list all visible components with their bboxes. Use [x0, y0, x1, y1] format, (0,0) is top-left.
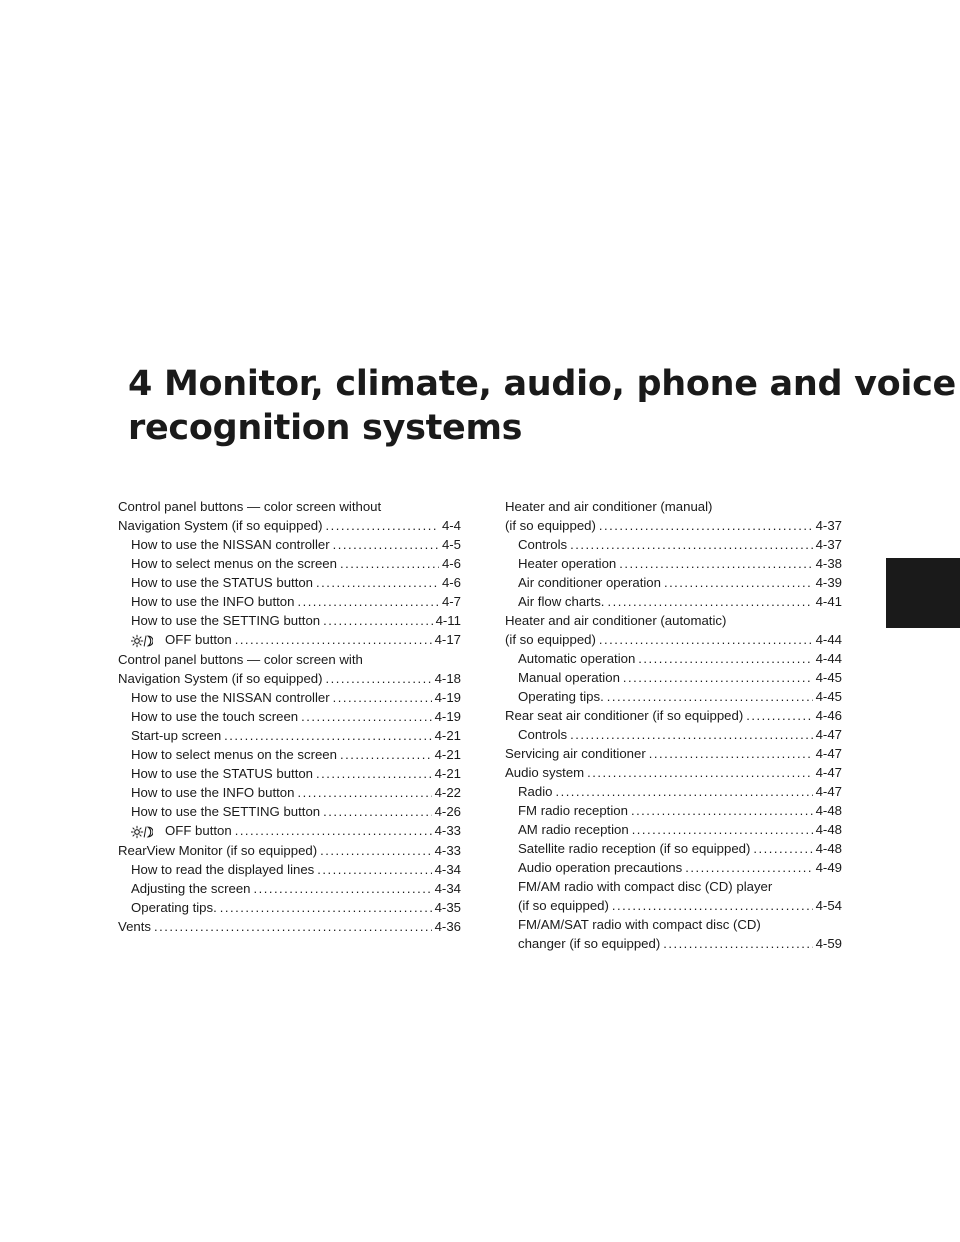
toc-entry-label: [505, 744, 646, 763]
toc-page-number: 4-6: [441, 575, 461, 590]
toc-entry[interactable]: [118, 841, 461, 860]
toc-leader-dots: [333, 688, 432, 707]
toc-entry-row: [505, 763, 842, 782]
toc-entry-label: [505, 706, 743, 725]
toc-entry-row: [505, 706, 842, 725]
toc-page-number: 4-39: [815, 575, 842, 590]
toc-entry-label-text: (if so equipped): [505, 518, 596, 533]
toc-entry-label-text: Audio system: [505, 765, 585, 780]
toc-entry-row: [131, 764, 461, 783]
toc-entry[interactable]: [118, 879, 461, 898]
toc-page-number: 4-34: [434, 881, 461, 896]
toc-entry[interactable]: [118, 650, 461, 688]
toc-entry-label-text: How to use the NISSAN controller: [131, 690, 330, 705]
toc-entry-label-text: How to use the STATUS button: [131, 575, 314, 590]
toc-entry-row: [518, 858, 842, 877]
toc-entry[interactable]: [118, 745, 461, 764]
toc-entry[interactable]: [505, 573, 842, 592]
toc-page-number: 4-4: [441, 518, 461, 533]
toc-entry-row: [118, 516, 461, 535]
chapter-title-line-1: 4 Monitor, climate, audio, phone and voice: [128, 364, 956, 404]
toc-entry-row: [518, 668, 842, 687]
toc-page-number: 4-33: [434, 843, 461, 858]
toc-entry[interactable]: [505, 668, 842, 687]
toc-entry-row: [518, 592, 842, 611]
toc-entry-label: [131, 802, 320, 821]
toc-entry-label-text: Navigation System (if so equipped): [118, 518, 323, 533]
toc-entry-row: [118, 917, 461, 936]
toc-entry-label: [518, 554, 616, 573]
toc-entry[interactable]: [118, 497, 461, 535]
toc-entry-label-text: Vents: [118, 919, 151, 934]
toc-entry-label-text: (if so equipped): [505, 632, 596, 647]
toc-entry-label-text: Radio: [518, 784, 553, 799]
toc-entry[interactable]: [118, 630, 461, 650]
toc-entry[interactable]: [118, 592, 461, 611]
toc-entry-row: [118, 669, 461, 688]
toc-page-number: 4-5: [441, 537, 461, 552]
toc-page-number: 4-7: [441, 594, 461, 609]
toc-entry-label-text: OFF button: [165, 823, 232, 838]
toc-entry-row: [131, 630, 461, 650]
toc-entry-label-text: How to use the NISSAN controller: [131, 537, 330, 552]
toc-entry-row: [518, 554, 842, 573]
toc-entry-row: [505, 630, 842, 649]
toc-entry-label: [518, 725, 567, 744]
toc-page-number: 4-34: [434, 862, 461, 877]
toc-entry-label-text: Air flow charts.: [518, 594, 605, 609]
toc-entry-label: [118, 917, 151, 936]
toc-page-number: 4-19: [434, 690, 461, 705]
toc-entry-label-text: Manual operation: [518, 670, 620, 685]
toc-leader-dots: [326, 669, 432, 688]
toc-entry[interactable]: [118, 821, 461, 841]
toc-leader-dots: [607, 687, 813, 706]
toc-page-number: 4-11: [435, 613, 461, 628]
toc-entry-label: [131, 707, 298, 726]
toc-entry-label-text: How to use the INFO button: [131, 785, 295, 800]
toc-entry[interactable]: [505, 877, 842, 915]
toc-leader-dots: [746, 706, 812, 725]
toc-page-number: 4-49: [815, 860, 842, 875]
toc-page-number: 4-21: [434, 747, 461, 762]
toc-entry-label: [518, 535, 567, 554]
toc-page-number: 4-48: [815, 803, 842, 818]
toc-page-number: 4-22: [434, 785, 461, 800]
toc-leader-dots: [685, 858, 812, 877]
toc-entry[interactable]: [505, 592, 842, 611]
toc-entry-label: [131, 611, 320, 630]
toc-entry[interactable]: [505, 915, 842, 953]
toc-entry-row: [131, 688, 461, 707]
toc-entry-label: [505, 516, 596, 535]
toc-page-number: 4-38: [815, 556, 842, 571]
toc-leader-dots: [663, 934, 812, 953]
toc-page-number: 4-46: [815, 708, 842, 723]
toc-entry-row: [518, 687, 842, 706]
toc-entry-label: [131, 860, 314, 879]
toc-entry-label-text: How to use the SETTING button: [131, 613, 321, 628]
toc-entry-row: [131, 879, 461, 898]
chapter-title: [128, 362, 956, 450]
toc-entry[interactable]: [505, 801, 842, 820]
toc-entry-row: [131, 898, 461, 917]
toc-page-number: 4-54: [815, 898, 842, 913]
toc-entry-row: [131, 592, 461, 611]
toc-leader-dots: [619, 554, 812, 573]
toc-entry-row: [131, 707, 461, 726]
toc-entry-row: [131, 535, 461, 554]
toc-entry-label-text: Rear seat air conditioner (if so equipped): [505, 708, 744, 723]
brightness-display-icon: [131, 825, 153, 839]
toc-leader-dots: [570, 535, 812, 554]
brightness-display-icon: [131, 634, 153, 648]
toc-entry-row: [131, 860, 461, 879]
toc-leader-dots: [333, 535, 439, 554]
toc-entry-row: [505, 516, 842, 535]
toc-entry-row: [131, 821, 461, 841]
toc-entry-label: [131, 592, 294, 611]
toc-entry-row: [131, 611, 461, 630]
toc-entry-label: [518, 896, 609, 915]
toc-entry-label: [518, 649, 635, 668]
toc-entry[interactable]: [118, 898, 461, 917]
toc-page-number: 4-47: [815, 727, 842, 742]
toc-entry-label-text: Servicing air conditioner: [505, 746, 646, 761]
toc-leader-dots: [316, 573, 439, 592]
toc-entry[interactable]: [505, 782, 842, 801]
toc-entry-label-text: Adjusting the screen: [131, 881, 251, 896]
toc-page-number: 4-37: [815, 537, 842, 552]
toc-entry-label-text: Operating tips.: [518, 689, 604, 704]
toc-entry-row: [118, 841, 461, 860]
toc-entry-label-text: Audio operation precautions: [518, 860, 683, 875]
toc-page-number: 4-18: [434, 671, 461, 686]
toc-entry-label: [518, 668, 620, 687]
toc-entry[interactable]: [118, 860, 461, 879]
toc-entry-label-text: FM radio reception: [518, 803, 628, 818]
toc-right-column: [505, 497, 842, 953]
toc-leader-dots: [326, 516, 439, 535]
toc-entry-row: [518, 649, 842, 668]
toc-entry-label-text: How to use the INFO button: [131, 594, 295, 609]
toc-entry[interactable]: [118, 917, 461, 936]
toc-entry-label-text: AM radio reception: [518, 822, 629, 837]
toc-leader-dots: [254, 879, 432, 898]
toc-leader-dots: [632, 820, 813, 839]
toc-leader-dots: [599, 516, 813, 535]
toc-leader-dots: [235, 821, 432, 841]
toc-leader-dots: [340, 554, 439, 573]
toc-entry-title-line: Heater and air conditioner (automatic): [505, 613, 727, 628]
toc-entry-label: [131, 879, 251, 898]
toc-leader-dots: [297, 592, 438, 611]
toc-entry-label-text: How to use the STATUS button: [131, 766, 314, 781]
toc-leader-dots: [664, 573, 813, 592]
toc-entry-label: [518, 801, 628, 820]
toc-entry-row: [131, 802, 461, 821]
toc-entry-row: [518, 934, 842, 953]
toc-page-number: 4-44: [815, 651, 842, 666]
toc-leader-dots: [154, 917, 432, 936]
toc-entry-row: [518, 782, 842, 801]
toc-entry-label: [131, 783, 294, 802]
toc-entry-row: [518, 820, 842, 839]
toc-leader-dots: [220, 898, 432, 917]
toc-entry-label-text: How to use the touch screen: [131, 709, 299, 724]
toc-entry-label: [518, 934, 660, 953]
toc-page-number: 4-6: [441, 556, 461, 571]
toc-entry[interactable]: [505, 706, 842, 725]
toc-leader-dots: [612, 896, 813, 915]
toc-entry-label: [518, 687, 604, 706]
toc-entry-label: [118, 516, 323, 535]
toc-entry-label-text: OFF button: [165, 632, 232, 647]
toc-entry-row: [131, 783, 461, 802]
toc-entry-label-text: Operating tips.: [131, 900, 217, 915]
toc-entry-row: [518, 535, 842, 554]
chapter-tab-marker: [886, 558, 960, 628]
toc-entry[interactable]: [118, 535, 461, 554]
toc-entry-row: [518, 839, 842, 858]
toc-page-number: 4-36: [434, 919, 461, 934]
toc-entry-label: [131, 688, 330, 707]
toc-entry[interactable]: [505, 687, 842, 706]
toc-entry-label-text: Automatic operation: [518, 651, 636, 666]
toc-entry-label: [518, 839, 750, 858]
toc-leader-dots: [607, 592, 812, 611]
toc-leader-dots: [649, 744, 813, 763]
toc-entry-label: [518, 858, 682, 877]
toc-entry[interactable]: [505, 725, 842, 744]
toc-entry-row: [131, 745, 461, 764]
toc-page-number: 4-45: [815, 689, 842, 704]
toc-entry-label: [131, 726, 221, 745]
toc-page-number: 4-47: [815, 765, 842, 780]
toc-entry-label: [131, 573, 313, 592]
toc-entry-title-line: FM/AM radio with compact disc (CD) player: [518, 879, 773, 894]
toc-entry[interactable]: [118, 783, 461, 802]
toc-leader-dots: [555, 782, 812, 801]
toc-page-number: 4-59: [815, 936, 842, 951]
toc-entry-label: [131, 821, 232, 841]
toc-entry-label-text: changer (if so equipped): [518, 936, 661, 951]
toc-page-number: 4-47: [815, 746, 842, 761]
toc-entry[interactable]: [505, 554, 842, 573]
toc-entry-label-text: How to select menus on the screen: [131, 747, 337, 762]
toc-leader-dots: [301, 707, 431, 726]
toc-entry-label-text: Satellite radio reception (if so equipped): [518, 841, 751, 856]
toc-leader-dots: [753, 839, 812, 858]
toc-entry-label: [131, 630, 232, 650]
toc-entry-label-text: (if so equipped): [518, 898, 609, 913]
toc-entry-title-line: Heater and air conditioner (manual): [505, 499, 713, 514]
chapter-title-line-2: recognition systems: [128, 408, 523, 448]
toc-entry[interactable]: [118, 554, 461, 573]
toc-entry[interactable]: [505, 744, 842, 763]
toc-leader-dots: [570, 725, 812, 744]
toc-entry[interactable]: [505, 858, 842, 877]
toc-entry-title-line: FM/AM/SAT radio with compact disc (CD): [518, 917, 761, 932]
toc-page-number: 4-48: [815, 822, 842, 837]
toc-entry[interactable]: [118, 688, 461, 707]
toc-leader-dots: [316, 764, 432, 783]
toc-page-number: 4-19: [434, 709, 461, 724]
toc-leader-dots: [235, 630, 432, 650]
toc-page-number: 4-21: [434, 728, 461, 743]
toc-entry-label: [131, 554, 337, 573]
toc-leader-dots: [320, 841, 431, 860]
toc-entry-row: [518, 725, 842, 744]
toc-entry-label-text: How to use the SETTING button: [131, 804, 321, 819]
toc-entry[interactable]: [505, 763, 842, 782]
toc-entry-row: [518, 573, 842, 592]
toc-entry[interactable]: [505, 611, 842, 649]
toc-page-number: 4-33: [434, 823, 461, 838]
toc-leader-dots: [599, 630, 813, 649]
toc-page-number: 4-17: [434, 632, 461, 647]
toc-entry-label-text: How to read the displayed lines: [131, 862, 315, 877]
toc-entry[interactable]: [118, 764, 461, 783]
toc-entry[interactable]: [118, 726, 461, 745]
toc-page-number: 4-26: [434, 804, 461, 819]
toc-entry-label-text: Heater operation: [518, 556, 617, 571]
toc-entry[interactable]: [505, 649, 842, 668]
toc-leader-dots: [323, 611, 432, 630]
toc-page-number: 4-48: [815, 841, 842, 856]
toc-entry-row: [131, 554, 461, 573]
toc-entry-row: [518, 801, 842, 820]
toc-entry[interactable]: [118, 802, 461, 821]
toc-entry-title-line: Control panel buttons — color screen without: [118, 499, 382, 514]
toc-page-number: 4-35: [434, 900, 461, 915]
toc-entry-label-text: Start-up screen: [131, 728, 222, 743]
toc-entry-label: [131, 898, 217, 917]
toc-entry-label: [118, 669, 323, 688]
toc-entry-label: [131, 745, 337, 764]
toc-entry-label: [131, 535, 330, 554]
toc-entry-label-text: Controls: [518, 537, 568, 552]
toc-page-number: 4-41: [815, 594, 842, 609]
toc-entry-label: [131, 764, 313, 783]
toc-page-number: 4-21: [434, 766, 461, 781]
toc-entry-label: [505, 763, 584, 782]
toc-leader-dots: [340, 745, 432, 764]
toc-entry-row: [131, 726, 461, 745]
toc-entry[interactable]: [118, 707, 461, 726]
toc-leader-dots: [631, 801, 813, 820]
toc-leader-dots: [297, 783, 431, 802]
toc-entry[interactable]: [505, 839, 842, 858]
toc-entry[interactable]: [118, 573, 461, 592]
toc-entry-label-text: RearView Monitor (if so equipped): [118, 843, 318, 858]
toc-page-number: 4-44: [815, 632, 842, 647]
toc-entry[interactable]: [118, 611, 461, 630]
toc-entry-label: [118, 841, 317, 860]
toc-entry-label: [518, 820, 629, 839]
toc-entry-label: [505, 630, 596, 649]
toc-page-number: 4-45: [815, 670, 842, 685]
toc-entry-label-text: Controls: [518, 727, 568, 742]
toc-entry-label: [518, 592, 604, 611]
toc-entry-label-text: Navigation System (if so equipped): [118, 671, 323, 686]
toc-left-column: [118, 497, 461, 936]
toc-entry-title-line: Control panel buttons — color screen with: [118, 652, 363, 667]
toc-entry-row: [505, 744, 842, 763]
toc-entry-label: [518, 782, 552, 801]
toc-leader-dots: [317, 860, 431, 879]
toc-page-number: 4-37: [815, 518, 842, 533]
toc-leader-dots: [638, 649, 812, 668]
toc-leader-dots: [323, 802, 431, 821]
toc-entry-label: [518, 573, 661, 592]
toc-page-number: 4-47: [815, 784, 842, 799]
toc-leader-dots: [623, 668, 813, 687]
toc-entry[interactable]: [505, 820, 842, 839]
toc-entry-row: [131, 573, 461, 592]
toc-entry-label-text: How to select menus on the screen: [131, 556, 337, 571]
toc-entry[interactable]: [505, 535, 842, 554]
toc-entry-label-text: Air conditioner operation: [518, 575, 661, 590]
toc-leader-dots: [587, 763, 812, 782]
toc-entry-row: [518, 896, 842, 915]
toc-entry[interactable]: [505, 497, 842, 535]
toc-leader-dots: [224, 726, 431, 745]
